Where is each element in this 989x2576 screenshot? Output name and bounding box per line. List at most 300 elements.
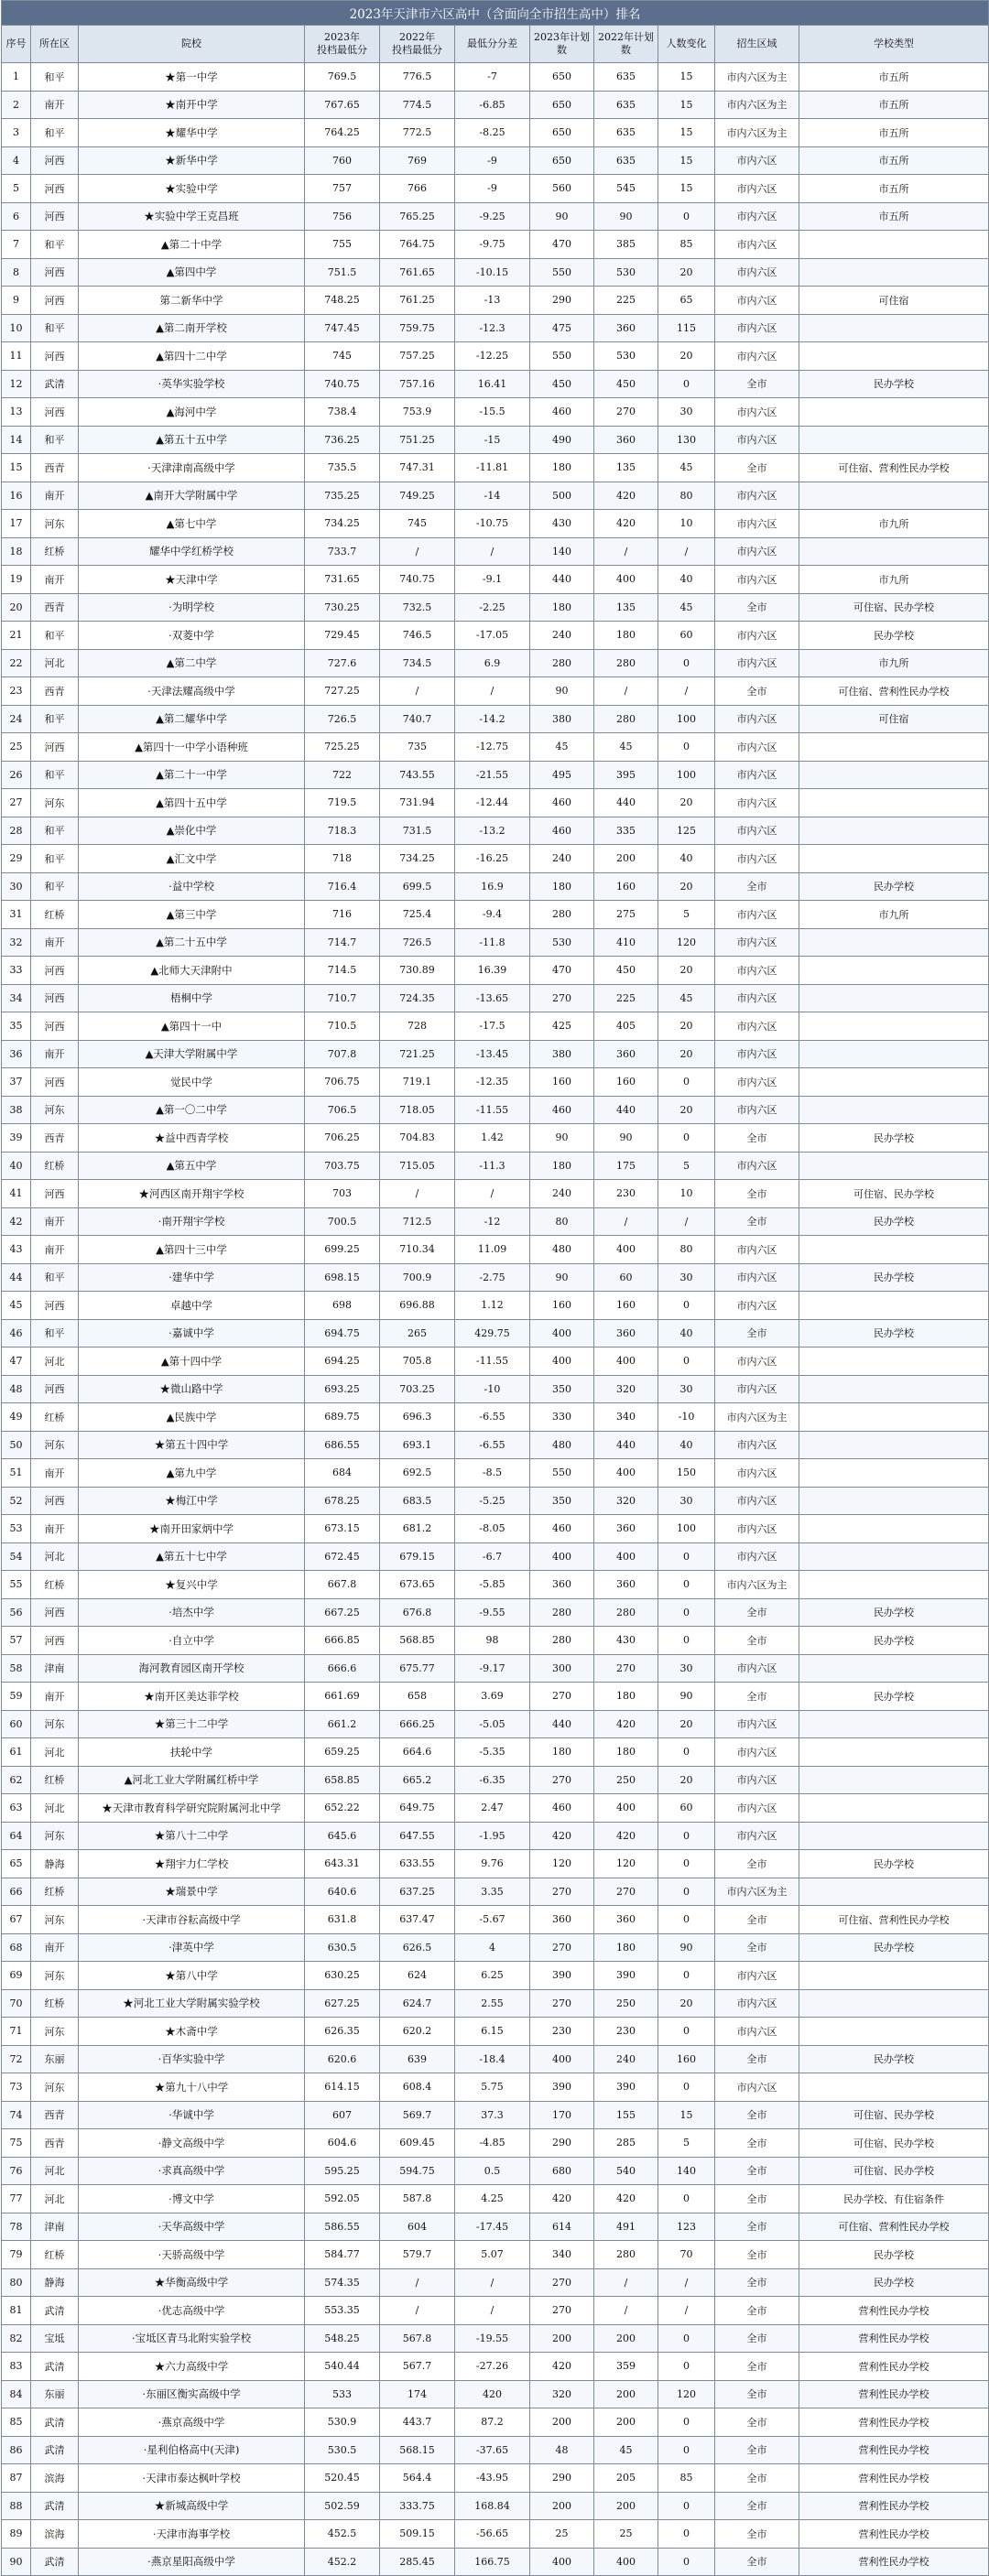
school-type-cell: 民办学校 bbox=[799, 2045, 989, 2073]
school-type-cell bbox=[799, 1040, 989, 1068]
plan-2022-cell: 491 bbox=[594, 2213, 658, 2241]
plan-2022-cell: 400 bbox=[594, 1459, 658, 1488]
enroll-area-cell: 市内六区 bbox=[715, 1738, 799, 1767]
plan-2022-cell: / bbox=[594, 2297, 658, 2325]
score-2022-cell: 624 bbox=[380, 1962, 455, 1990]
score-diff-cell: 420 bbox=[455, 2380, 530, 2408]
plan-2023-cell: 200 bbox=[530, 2324, 594, 2353]
plan-2022-cell: 390 bbox=[594, 2073, 658, 2102]
score-2022-cell: 608.4 bbox=[380, 2073, 455, 2102]
plan-change-cell: 120 bbox=[658, 2380, 715, 2408]
table-row bbox=[2, 789, 989, 817]
enroll-area-cell: 全市 bbox=[715, 2213, 799, 2241]
score-2023-cell: 631.8 bbox=[305, 1906, 380, 1934]
enroll-area-cell: 全市 bbox=[715, 1180, 799, 1208]
score-2023-cell: 530.9 bbox=[305, 2408, 380, 2437]
score-diff-cell: -17.05 bbox=[455, 622, 530, 650]
plan-2022-cell: 25 bbox=[594, 2520, 658, 2549]
school-type-cell: 营利性民办学校 bbox=[799, 2520, 989, 2549]
rank-cell: 46 bbox=[2, 1319, 31, 1348]
rank-cell: 39 bbox=[2, 1124, 31, 1153]
ranking-table-body bbox=[2, 63, 989, 2576]
district-cell: 滨海 bbox=[31, 2520, 79, 2549]
plan-2023-cell: 460 bbox=[530, 1515, 594, 1543]
rank-cell: 41 bbox=[2, 1180, 31, 1208]
table-row bbox=[2, 1068, 989, 1097]
table-row bbox=[2, 2548, 989, 2576]
table-row bbox=[2, 2129, 989, 2158]
plan-change-cell: 90 bbox=[658, 1683, 715, 1711]
score-diff-cell: 16.39 bbox=[455, 957, 530, 985]
district-cell: 东丽 bbox=[31, 2380, 79, 2408]
school-type-cell bbox=[799, 1459, 989, 1488]
score-2023-cell: 607 bbox=[305, 2101, 380, 2129]
score-2023-cell: 735.5 bbox=[305, 454, 380, 482]
school-type-cell: 民办学校 bbox=[799, 1683, 989, 1711]
plan-2022-cell: 240 bbox=[594, 2045, 658, 2073]
plan-change-cell: 0 bbox=[658, 1542, 715, 1571]
school-name-cell: ·天津市泰达枫叶学校 bbox=[79, 2464, 305, 2493]
score-diff-cell: -9.55 bbox=[455, 1598, 530, 1627]
school-name-cell: ·静文高级中学 bbox=[79, 2129, 305, 2158]
school-type-cell: 营利性民办学校 bbox=[799, 2436, 989, 2464]
score-diff-cell: -14 bbox=[455, 482, 530, 510]
enroll-area-cell: 全市 bbox=[715, 1850, 799, 1878]
enroll-area-cell: 市内六区 bbox=[715, 789, 799, 817]
rank-cell: 65 bbox=[2, 1850, 31, 1878]
plan-change-cell: 85 bbox=[658, 231, 715, 259]
plan-2023-cell: 650 bbox=[530, 63, 594, 92]
school-name-cell: ▲第二中学 bbox=[79, 649, 305, 677]
score-diff-cell: -18.4 bbox=[455, 2045, 530, 2073]
score-2023-cell: 718 bbox=[305, 845, 380, 873]
score-2022-cell: 579.7 bbox=[380, 2241, 455, 2269]
score-2023-cell: 540.44 bbox=[305, 2353, 380, 2381]
plan-change-cell: 20 bbox=[658, 1710, 715, 1738]
rank-cell: 74 bbox=[2, 2101, 31, 2129]
plan-change-cell: 20 bbox=[658, 1096, 715, 1124]
plan-2022-cell: / bbox=[594, 677, 658, 706]
table-row bbox=[2, 2380, 989, 2408]
score-2022-cell: 731.5 bbox=[380, 817, 455, 845]
plan-2022-cell: 200 bbox=[594, 2380, 658, 2408]
plan-2022-cell: 280 bbox=[594, 1598, 658, 1627]
district-cell: 红桥 bbox=[31, 2241, 79, 2269]
plan-2023-cell: 470 bbox=[530, 957, 594, 985]
score-diff-cell: -6.55 bbox=[455, 1431, 530, 1459]
plan-2023-cell: 450 bbox=[530, 370, 594, 398]
score-2022-cell: 740.75 bbox=[380, 566, 455, 594]
plan-2022-cell: 635 bbox=[594, 91, 658, 119]
school-type-cell bbox=[799, 1292, 989, 1320]
score-2023-cell: 725.25 bbox=[305, 733, 380, 762]
school-name-cell: ▲南开大学附属中学 bbox=[79, 482, 305, 510]
school-type-cell: 民办学校 bbox=[799, 2241, 989, 2269]
score-diff-cell: -11.3 bbox=[455, 1152, 530, 1180]
plan-change-cell: 0 bbox=[658, 2324, 715, 2353]
score-diff-cell: 2.55 bbox=[455, 1989, 530, 2018]
enroll-area-cell: 全市 bbox=[715, 2548, 799, 2576]
enroll-area-cell: 全市 bbox=[715, 2241, 799, 2269]
district-cell: 红桥 bbox=[31, 1571, 79, 1599]
score-2022-cell: 285.45 bbox=[380, 2548, 455, 2576]
score-2022-cell: 705.8 bbox=[380, 1348, 455, 1376]
score-diff-cell: 11.09 bbox=[455, 1236, 530, 1264]
plan-2023-cell: 270 bbox=[530, 1878, 594, 1906]
table-row bbox=[2, 2464, 989, 2493]
plan-2022-cell: 60 bbox=[594, 1263, 658, 1292]
score-2023-cell: 707.8 bbox=[305, 1040, 380, 1068]
plan-2022-cell: 359 bbox=[594, 2353, 658, 2381]
plan-2023-cell: 460 bbox=[530, 817, 594, 845]
enroll-area-cell: 市内六区 bbox=[715, 761, 799, 789]
district-cell: 红桥 bbox=[31, 1878, 79, 1906]
score-2022-cell: 679.15 bbox=[380, 1542, 455, 1571]
plan-2023-cell: 180 bbox=[530, 1152, 594, 1180]
school-name-cell: ·优志高级中学 bbox=[79, 2297, 305, 2325]
rank-cell: 48 bbox=[2, 1375, 31, 1403]
score-2022-cell: 626.5 bbox=[380, 1933, 455, 1962]
school-name-cell: ▲海河中学 bbox=[79, 398, 305, 427]
score-diff-cell: -10.15 bbox=[455, 258, 530, 287]
school-type-cell: 营利性民办学校 bbox=[799, 2492, 989, 2520]
rank-cell: 49 bbox=[2, 1403, 31, 1432]
enroll-area-cell: 市内六区为主 bbox=[715, 119, 799, 147]
district-cell: 和平 bbox=[31, 872, 79, 901]
enroll-area-cell: 市内六区 bbox=[715, 314, 799, 342]
score-2022-cell: 746.5 bbox=[380, 622, 455, 650]
score-2023-cell: 698 bbox=[305, 1292, 380, 1320]
table-row bbox=[2, 649, 989, 677]
score-2022-cell: 568.85 bbox=[380, 1627, 455, 1655]
rank-cell: 67 bbox=[2, 1906, 31, 1934]
school-name-cell: ·为明学校 bbox=[79, 593, 305, 622]
plan-2023-cell: 550 bbox=[530, 1459, 594, 1488]
plan-change-cell: 0 bbox=[658, 2436, 715, 2464]
district-cell: 和平 bbox=[31, 705, 79, 733]
plan-change-cell: 15 bbox=[658, 2101, 715, 2129]
score-2022-cell: 637.47 bbox=[380, 1906, 455, 1934]
school-name-cell: ·东丽区衡实高级中学 bbox=[79, 2380, 305, 2408]
score-2023-cell: 698.15 bbox=[305, 1263, 380, 1292]
score-2022-cell: 747.31 bbox=[380, 454, 455, 482]
column-header-rank: 序号 bbox=[2, 26, 31, 63]
enroll-area-cell: 全市 bbox=[715, 2045, 799, 2073]
district-cell: 河北 bbox=[31, 2185, 79, 2213]
table-row bbox=[2, 1403, 989, 1432]
district-cell: 河西 bbox=[31, 984, 79, 1012]
plan-change-cell: 30 bbox=[658, 1375, 715, 1403]
school-name-cell: ★梅江中学 bbox=[79, 1487, 305, 1515]
score-2022-cell: 721.25 bbox=[380, 1040, 455, 1068]
rank-cell: 45 bbox=[2, 1292, 31, 1320]
score-diff-cell: 4 bbox=[455, 1933, 530, 1962]
rank-cell: 32 bbox=[2, 928, 31, 957]
school-name-cell: ·星利伯格高中(天津) bbox=[79, 2436, 305, 2464]
plan-2023-cell: 480 bbox=[530, 1236, 594, 1264]
score-2023-cell: 735.25 bbox=[305, 482, 380, 510]
plan-change-cell: 0 bbox=[658, 1598, 715, 1627]
plan-2022-cell: / bbox=[594, 537, 658, 566]
table-row bbox=[2, 1542, 989, 1571]
column-header-score-2022: 2022年 投档最低分 bbox=[380, 26, 455, 63]
table-row bbox=[2, 91, 989, 119]
score-2022-cell: 724.35 bbox=[380, 984, 455, 1012]
table-row bbox=[2, 1207, 989, 1236]
school-name-cell: ·津英中学 bbox=[79, 1933, 305, 1962]
school-type-cell: 可住宿、民办学校 bbox=[799, 1180, 989, 1208]
plan-2023-cell: 400 bbox=[530, 2045, 594, 2073]
plan-2022-cell: 45 bbox=[594, 733, 658, 762]
school-type-cell: 可住宿、民办学校 bbox=[799, 2157, 989, 2185]
school-type-cell: 民办学校 bbox=[799, 622, 989, 650]
school-name-cell: ·宝坻区青马北附实验学校 bbox=[79, 2324, 305, 2353]
enroll-area-cell: 市内六区 bbox=[715, 1654, 799, 1683]
score-2022-cell: 647.55 bbox=[380, 1822, 455, 1850]
plan-2023-cell: 200 bbox=[530, 2408, 594, 2437]
enroll-area-cell: 市内六区 bbox=[715, 537, 799, 566]
plan-change-cell: 0 bbox=[658, 2492, 715, 2520]
plan-2023-cell: 300 bbox=[530, 1654, 594, 1683]
score-2023-cell: 747.45 bbox=[305, 314, 380, 342]
school-name-cell: ·博文中学 bbox=[79, 2185, 305, 2213]
rank-cell: 12 bbox=[2, 370, 31, 398]
district-cell: 红桥 bbox=[31, 1989, 79, 2018]
enroll-area-cell: 市内六区 bbox=[715, 622, 799, 650]
district-cell: 河西 bbox=[31, 287, 79, 315]
school-name-cell: ·天津法耀高级中学 bbox=[79, 677, 305, 706]
school-type-cell: 市九所 bbox=[799, 901, 989, 929]
table-row bbox=[2, 2492, 989, 2520]
score-2023-cell: 620.6 bbox=[305, 2045, 380, 2073]
plan-2022-cell: 400 bbox=[594, 1542, 658, 1571]
plan-2022-cell: 45 bbox=[594, 2436, 658, 2464]
score-2023-cell: 659.25 bbox=[305, 1738, 380, 1767]
enroll-area-cell: 全市 bbox=[715, 1683, 799, 1711]
plan-2023-cell: 48 bbox=[530, 2436, 594, 2464]
plan-2022-cell: 635 bbox=[594, 119, 658, 147]
plan-change-cell: 85 bbox=[658, 2464, 715, 2493]
score-diff-cell: 5.75 bbox=[455, 2073, 530, 2102]
rank-cell: 89 bbox=[2, 2520, 31, 2549]
district-cell: 武清 bbox=[31, 370, 79, 398]
district-cell: 河西 bbox=[31, 1068, 79, 1097]
district-cell: 南开 bbox=[31, 1683, 79, 1711]
school-type-cell: 民办学校、有住宿条件 bbox=[799, 2185, 989, 2213]
district-cell: 宝坻 bbox=[31, 2324, 79, 2353]
school-name-cell: ★瑞景中学 bbox=[79, 1878, 305, 1906]
score-diff-cell: 9.76 bbox=[455, 1850, 530, 1878]
rank-cell: 8 bbox=[2, 258, 31, 287]
enroll-area-cell: 市内六区 bbox=[715, 901, 799, 929]
plan-2023-cell: 380 bbox=[530, 705, 594, 733]
plan-2023-cell: 380 bbox=[530, 1040, 594, 1068]
table-row bbox=[2, 398, 989, 427]
district-cell: 和平 bbox=[31, 63, 79, 92]
plan-change-cell: 15 bbox=[658, 91, 715, 119]
score-2023-cell: 667.25 bbox=[305, 1598, 380, 1627]
plan-2022-cell: 200 bbox=[594, 845, 658, 873]
score-2022-cell: 664.6 bbox=[380, 1738, 455, 1767]
score-2023-cell: 710.5 bbox=[305, 1012, 380, 1041]
school-type-cell bbox=[799, 1962, 989, 1990]
school-type-cell: 可住宿、民办学校 bbox=[799, 593, 989, 622]
school-type-cell: 民办学校 bbox=[799, 370, 989, 398]
score-2023-cell: 734.25 bbox=[305, 510, 380, 538]
rank-cell: 11 bbox=[2, 342, 31, 371]
ranking-table bbox=[1, 0, 989, 2576]
rank-cell: 38 bbox=[2, 1096, 31, 1124]
plan-2022-cell: 530 bbox=[594, 258, 658, 287]
district-cell: 河西 bbox=[31, 1012, 79, 1041]
score-2022-cell: 766 bbox=[380, 175, 455, 203]
plan-2023-cell: 270 bbox=[530, 1683, 594, 1711]
school-type-cell bbox=[799, 1515, 989, 1543]
district-cell: 南开 bbox=[31, 566, 79, 594]
rank-cell: 82 bbox=[2, 2324, 31, 2353]
plan-change-cell: 0 bbox=[658, 1962, 715, 1990]
enroll-area-cell: 全市 bbox=[715, 2408, 799, 2437]
rank-cell: 14 bbox=[2, 426, 31, 454]
table-row bbox=[2, 677, 989, 706]
score-2023-cell: 703 bbox=[305, 1180, 380, 1208]
plan-change-cell: 0 bbox=[658, 2185, 715, 2213]
rank-cell: 87 bbox=[2, 2464, 31, 2493]
plan-change-cell: 30 bbox=[658, 1654, 715, 1683]
score-2022-cell: 710.34 bbox=[380, 1236, 455, 1264]
plan-2023-cell: 400 bbox=[530, 2548, 594, 2576]
plan-change-cell: 80 bbox=[658, 1236, 715, 1264]
score-2022-cell: 681.2 bbox=[380, 1515, 455, 1543]
table-row bbox=[2, 1627, 989, 1655]
plan-change-cell: 123 bbox=[658, 2213, 715, 2241]
enroll-area-cell: 市内六区为主 bbox=[715, 91, 799, 119]
score-diff-cell: -12.3 bbox=[455, 314, 530, 342]
plan-2022-cell: 360 bbox=[594, 426, 658, 454]
score-diff-cell: 37.3 bbox=[455, 2101, 530, 2129]
score-diff-cell: -12 bbox=[455, 1207, 530, 1236]
district-cell: 河西 bbox=[31, 733, 79, 762]
score-diff-cell: -15 bbox=[455, 426, 530, 454]
plan-2022-cell: 135 bbox=[594, 593, 658, 622]
score-diff-cell: -16.25 bbox=[455, 845, 530, 873]
score-2023-cell: 738.4 bbox=[305, 398, 380, 427]
plan-2022-cell: 440 bbox=[594, 1096, 658, 1124]
rank-cell: 24 bbox=[2, 705, 31, 733]
school-name-cell: ★微山路中学 bbox=[79, 1375, 305, 1403]
score-2023-cell: 726.5 bbox=[305, 705, 380, 733]
school-name-cell: ·英华实验学校 bbox=[79, 370, 305, 398]
plan-change-cell: 0 bbox=[658, 1878, 715, 1906]
score-diff-cell: -9 bbox=[455, 146, 530, 175]
rank-cell: 52 bbox=[2, 1487, 31, 1515]
score-diff-cell: -56.65 bbox=[455, 2520, 530, 2549]
score-2023-cell: 586.55 bbox=[305, 2213, 380, 2241]
school-type-cell bbox=[799, 957, 989, 985]
score-2023-cell: 678.25 bbox=[305, 1487, 380, 1515]
plan-2022-cell: 280 bbox=[594, 705, 658, 733]
score-2022-cell: 715.05 bbox=[380, 1152, 455, 1180]
plan-change-cell: 0 bbox=[658, 2018, 715, 2046]
plan-2022-cell: 400 bbox=[594, 1236, 658, 1264]
enroll-area-cell: 全市 bbox=[715, 2157, 799, 2185]
table-row bbox=[2, 1236, 989, 1264]
enroll-area-cell: 全市 bbox=[715, 2324, 799, 2353]
score-2023-cell: 584.77 bbox=[305, 2241, 380, 2269]
school-type-cell: 营利性民办学校 bbox=[799, 2548, 989, 2576]
score-2023-cell: 694.75 bbox=[305, 1319, 380, 1348]
enroll-area-cell: 市内六区 bbox=[715, 928, 799, 957]
table-row bbox=[2, 845, 989, 873]
school-type-cell bbox=[799, 1822, 989, 1850]
school-type-cell bbox=[799, 817, 989, 845]
school-type-cell: 市九所 bbox=[799, 649, 989, 677]
enroll-area-cell: 市内六区 bbox=[715, 231, 799, 259]
score-2022-cell: 765.25 bbox=[380, 202, 455, 231]
score-2022-cell: 649.75 bbox=[380, 1794, 455, 1823]
district-cell: 河北 bbox=[31, 1794, 79, 1823]
plan-2022-cell: 225 bbox=[594, 984, 658, 1012]
enroll-area-cell: 市内六区 bbox=[715, 1962, 799, 1990]
plan-change-cell: 60 bbox=[658, 622, 715, 650]
school-type-cell bbox=[799, 1542, 989, 1571]
plan-change-cell: 80 bbox=[658, 482, 715, 510]
score-2022-cell: 594.75 bbox=[380, 2157, 455, 2185]
enroll-area-cell: 全市 bbox=[715, 2464, 799, 2493]
school-type-cell bbox=[799, 1375, 989, 1403]
score-diff-cell: -19.55 bbox=[455, 2324, 530, 2353]
score-diff-cell: -10 bbox=[455, 1375, 530, 1403]
plan-2022-cell: 160 bbox=[594, 1292, 658, 1320]
table-row bbox=[2, 2101, 989, 2129]
enroll-area-cell: 市内六区 bbox=[715, 705, 799, 733]
school-name-cell: ▲第十四中学 bbox=[79, 1348, 305, 1376]
score-diff-cell: -17.5 bbox=[455, 1012, 530, 1041]
plan-change-cell: 45 bbox=[658, 454, 715, 482]
table-row bbox=[2, 314, 989, 342]
plan-2022-cell: 430 bbox=[594, 1627, 658, 1655]
score-2023-cell: 672.45 bbox=[305, 1542, 380, 1571]
district-cell: 河东 bbox=[31, 1710, 79, 1738]
score-2022-cell: 719.1 bbox=[380, 1068, 455, 1097]
plan-2022-cell: 450 bbox=[594, 957, 658, 985]
plan-2022-cell: 635 bbox=[594, 146, 658, 175]
score-2022-cell: 683.5 bbox=[380, 1487, 455, 1515]
school-name-cell: ▲第二十五中学 bbox=[79, 928, 305, 957]
plan-change-cell: 30 bbox=[658, 398, 715, 427]
plan-2023-cell: 200 bbox=[530, 2492, 594, 2520]
score-2023-cell: 452.5 bbox=[305, 2520, 380, 2549]
score-2022-cell: 703.25 bbox=[380, 1375, 455, 1403]
plan-2023-cell: 460 bbox=[530, 398, 594, 427]
score-2023-cell: 693.25 bbox=[305, 1375, 380, 1403]
enroll-area-cell: 市内六区 bbox=[715, 817, 799, 845]
plan-change-cell: 100 bbox=[658, 761, 715, 789]
enroll-area-cell: 市内六区 bbox=[715, 845, 799, 873]
school-type-cell bbox=[799, 1431, 989, 1459]
school-type-cell: 营利性民办学校 bbox=[799, 2464, 989, 2493]
school-name-cell: ·培杰中学 bbox=[79, 1598, 305, 1627]
score-2022-cell: 620.2 bbox=[380, 2018, 455, 2046]
enroll-area-cell: 市内六区为主 bbox=[715, 1403, 799, 1432]
plan-2023-cell: 500 bbox=[530, 482, 594, 510]
score-2023-cell: 716.4 bbox=[305, 872, 380, 901]
district-cell: 河北 bbox=[31, 649, 79, 677]
column-header-score-diff: 最低分分差 bbox=[455, 26, 530, 63]
plan-2023-cell: 560 bbox=[530, 175, 594, 203]
enroll-area-cell: 市内六区 bbox=[715, 1236, 799, 1264]
school-name-cell: ★第九十八中学 bbox=[79, 2073, 305, 2102]
